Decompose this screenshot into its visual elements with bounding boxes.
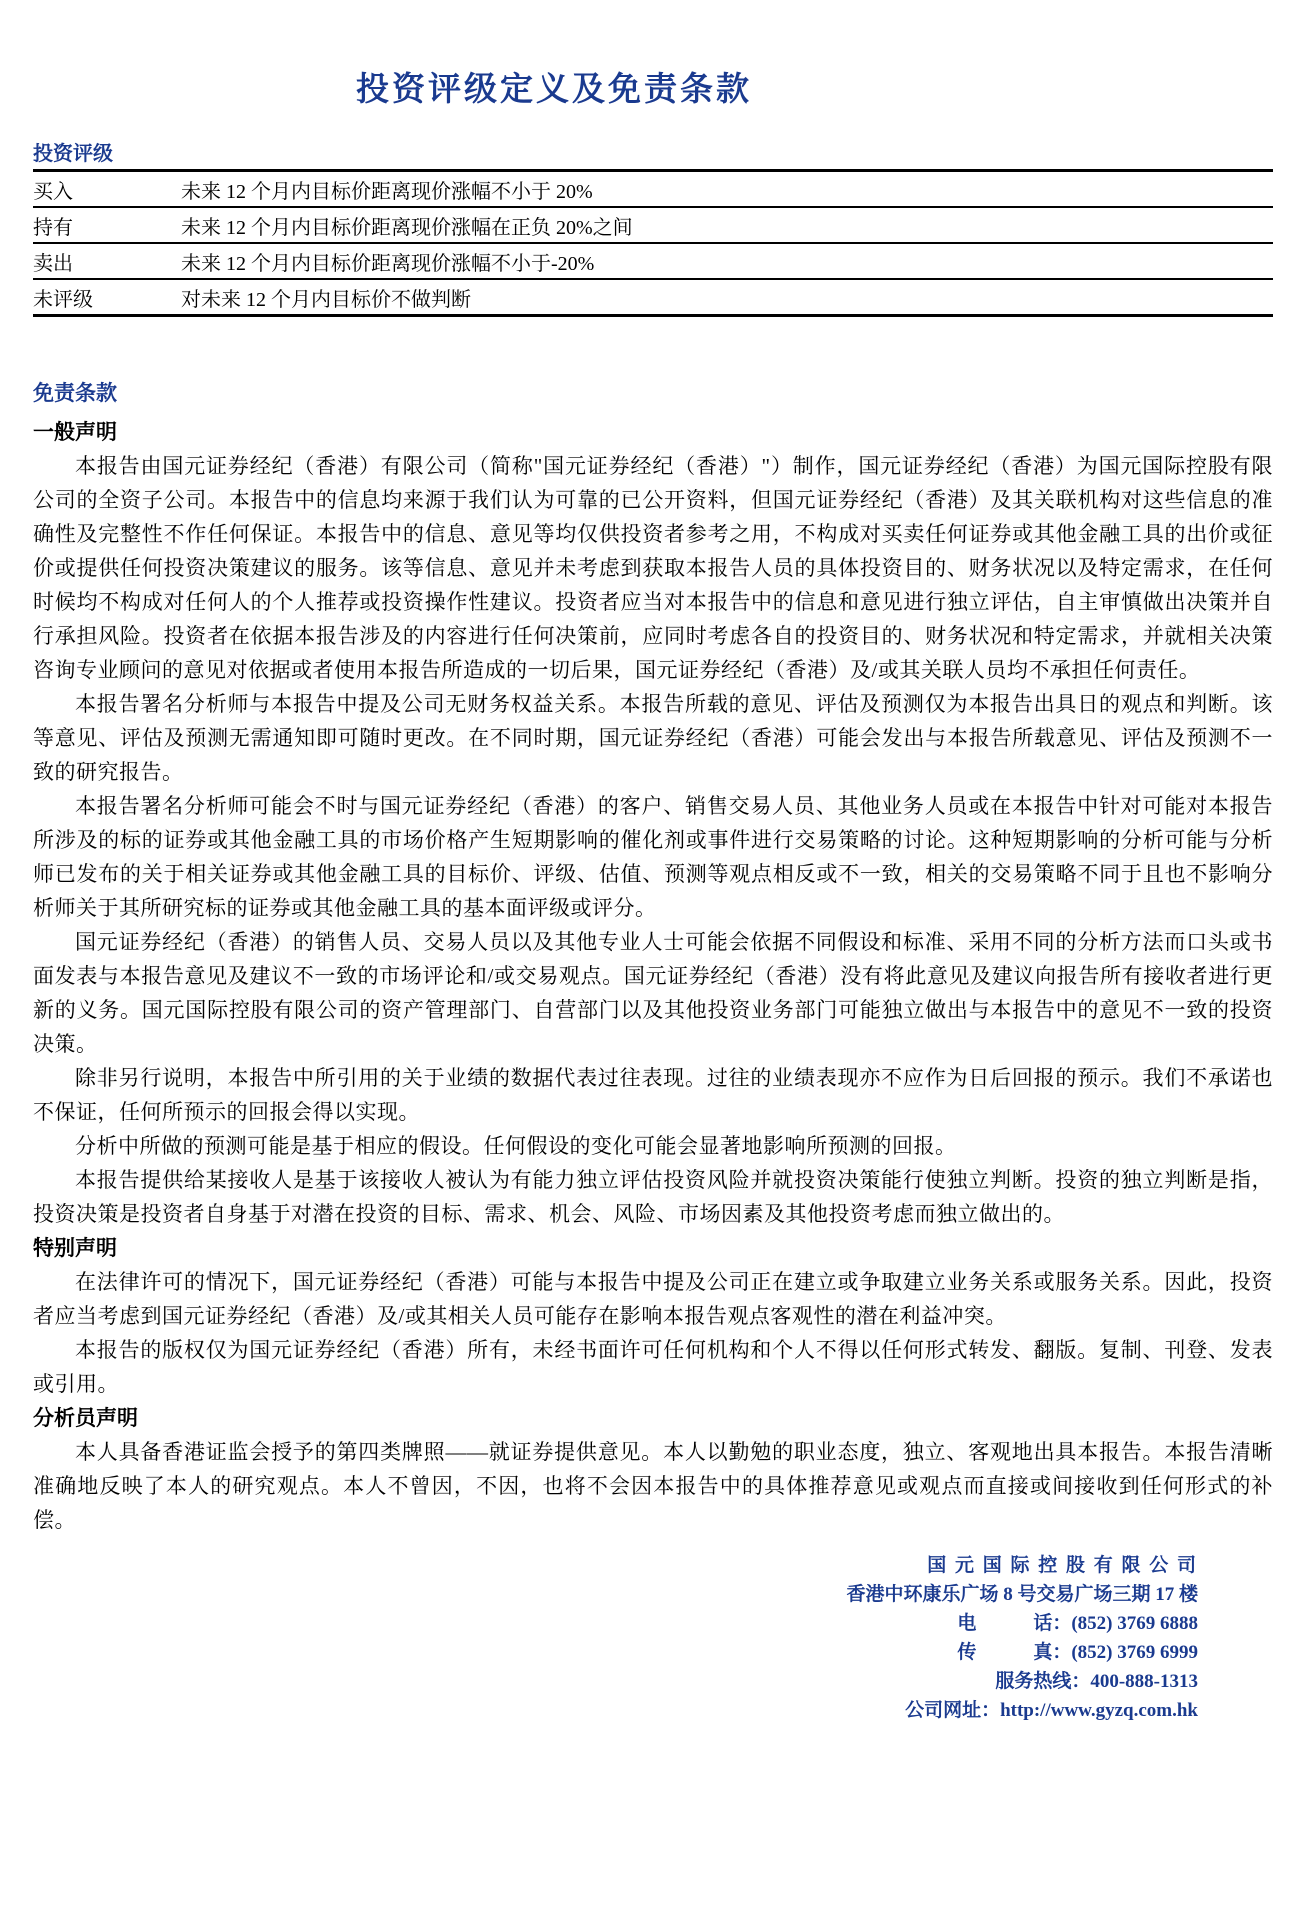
definition-cell: 未来 12 个月内目标价距离现价涨幅不小于 20%: [181, 180, 593, 203]
page-title: 投资评级定义及免责条款: [356, 72, 752, 108]
rating-cell: 卖出: [33, 243, 181, 279]
general-statement-paragraph: 国元证券经纪（香港）的销售人员、交易人员以及其他专业人士可能会依据不同假设和标准、采用不同的分析方法而口头或书面发表与本报告意见及建议不一致的市场评论和/或交易观点。国元证券经纪（香港）没有将此意见及建议向报告所有接收者进行更新的义务。国元国际控股有限公司的资产管理部门、自营部门以及其他投资业务部门可能独立做出与本报告中的意见不一致的投资决策。: [33, 930, 1273, 1056]
table-row: [33, 243, 1273, 279]
general-statement-paragraph: 本报告署名分析师可能会不时与国元证券经纪（香港）的客户、销售交易人员、其他业务人员或在本报告中针对可能对本报告所涉及的标的证券或其他金融工具的市场价格产生短期影响的催化剂或事件进行交易策略的讨论。这种短期影响的分析可能与分析师已发布的关于相关证券或其他金融工具的目标价、评级、估值、预测等观点相反或不一致，相关的交易策略不同于且也不影响分析师关于其所研究标的证券或其他金融工具的基本面评级或评分。: [33, 794, 1273, 920]
definition-cell: 未来 12 个月内目标价距离现价涨幅不小于-20%: [181, 243, 1273, 279]
disclaimer-heading: 免责条款: [33, 381, 117, 405]
general-statement-paragraph: 本报告提供给某接收人是基于该接收人被认为有能力独立评估投资风险并就投资决策能行使独立判断。投资的独立判断是指，投资决策是投资者自身基于对潜在投资的目标、需求、机会、风险、市场因素及其他投资考虑而独立做出的。: [33, 1168, 1273, 1226]
footer-phone: 电 话：(852) 3769 6888: [957, 1613, 1198, 1634]
rating-cell: 买入: [33, 180, 73, 203]
footer-fax: 传 真：(852) 3769 6999: [957, 1642, 1198, 1663]
general-statement-paragraph: 分析中所做的预测可能是基于相应的假设。任何假设的变化可能会显著地影响所预测的回报。: [75, 1134, 957, 1158]
page-content: [0, 142, 1306, 1725]
analyst-statement-paragraph: 本人具备香港证监会授予的第四类牌照——就证券提供意见。本人以勤勉的职业态度，独立、客观地出具本报告。本报告清晰准确地反映了本人的研究观点。本人不曾因，不因，也将不会因本报告中的具体推荐意见或观点而直接或间接收到任何形式的补偿。: [33, 1440, 1273, 1532]
table-row: [33, 171, 1273, 208]
company-footer: [33, 1551, 1273, 1725]
general-statement-paragraph: 本报告由国元证券经纪（香港）有限公司（简称"国元证券经纪（香港）"）制作，国元证券经纪（香港）为国元国际控股有限公司的全资子公司。本报告中的信息均来源于我们认为可靠的已公开资料，但国元证券经纪（香港）及其关联机构对这些信息的准确性及完整性不作任何保证。本报告中的信息、意见等均仅供投资者参考之用，不构成对买卖任何证券或其他金融工具的出价或征价或提供任何投资决策建议的服务。该等信息、意见并未考虑到获取本报告人员的具体投资目的、财务状况以及特定需求，在任何时候均不构成对任何人的个人推荐或投资操作性建议。投资者应当对本报告中的信息和意见进行独立评估，自主审慎做出决策并自行承担风险。投资者在依据本报告涉及的内容进行任何决策前，应同时考虑各自的投资目的、财务状况和特定需求，并就相关决策咨询专业顾问的意见对依据或者使用本报告所造成的一切后果，国元证券经纪（香港）及/或其关联人员均不承担任何责任。: [33, 454, 1273, 682]
footer-website-link[interactable]: 公司网址：http://www.gyzq.com.hk: [905, 1700, 1198, 1721]
footer-address: 香港中环康乐广场 8 号交易广场三期 17 楼: [846, 1584, 1198, 1605]
rating-table: [33, 169, 1273, 317]
general-statement-heading: 一般声明: [33, 420, 117, 444]
table-row: [33, 279, 1273, 316]
analyst-statement-heading: 分析员声明: [33, 1406, 138, 1430]
table-row: [33, 207, 1273, 243]
special-statement-heading: 特别声明: [33, 1236, 117, 1260]
general-statement-paragraph: 本报告署名分析师与本报告中提及公司无财务权益关系。本报告所载的意见、评估及预测仅为本报告出具日的观点和判断。该等意见、评估及预测无需通知即可随时更改。在不同时期，国元证券经纪（香港）可能会发出与本报告所载意见、评估及预测不一致的研究报告。: [33, 692, 1273, 784]
rating-cell: 未评级: [33, 279, 181, 316]
footer-company-name: 国 元 国 际 控 股 有 限 公 司: [927, 1555, 1198, 1576]
special-statement-paragraph: 在法律许可的情况下，国元证券经纪（香港）可能与本报告中提及公司正在建立或争取建立业务关系或服务关系。因此，投资者应当考虑到国元证券经纪（香港）及/或其相关人员可能存在影响本报告观点客观性的潜在利益冲突。: [33, 1270, 1273, 1328]
footer-hotline: 服务热线：400-888-1313: [995, 1671, 1198, 1692]
definition-cell: 未来 12 个月内目标价距离现价涨幅在正负 20%之间: [181, 207, 1273, 243]
definition-cell: 对未来 12 个月内目标价不做判断: [181, 279, 1273, 316]
rating-table-caption: 投资评级: [33, 143, 113, 165]
special-statement-paragraph: 本报告的版权仅为国元证券经纪（香港）所有，未经书面许可任何机构和个人不得以任何形式转发、翻版。复制、刊登、发表或引用。: [33, 1338, 1273, 1396]
document-page: [0, 70, 1306, 1917]
general-statement-paragraph: 除非另行说明，本报告中所引用的关于业绩的数据代表过往表现。过往的业绩表现亦不应作为日后回报的预示。我们不承诺也不保证，任何所预示的回报会得以实现。: [33, 1066, 1273, 1124]
rating-cell: 持有: [33, 207, 181, 243]
